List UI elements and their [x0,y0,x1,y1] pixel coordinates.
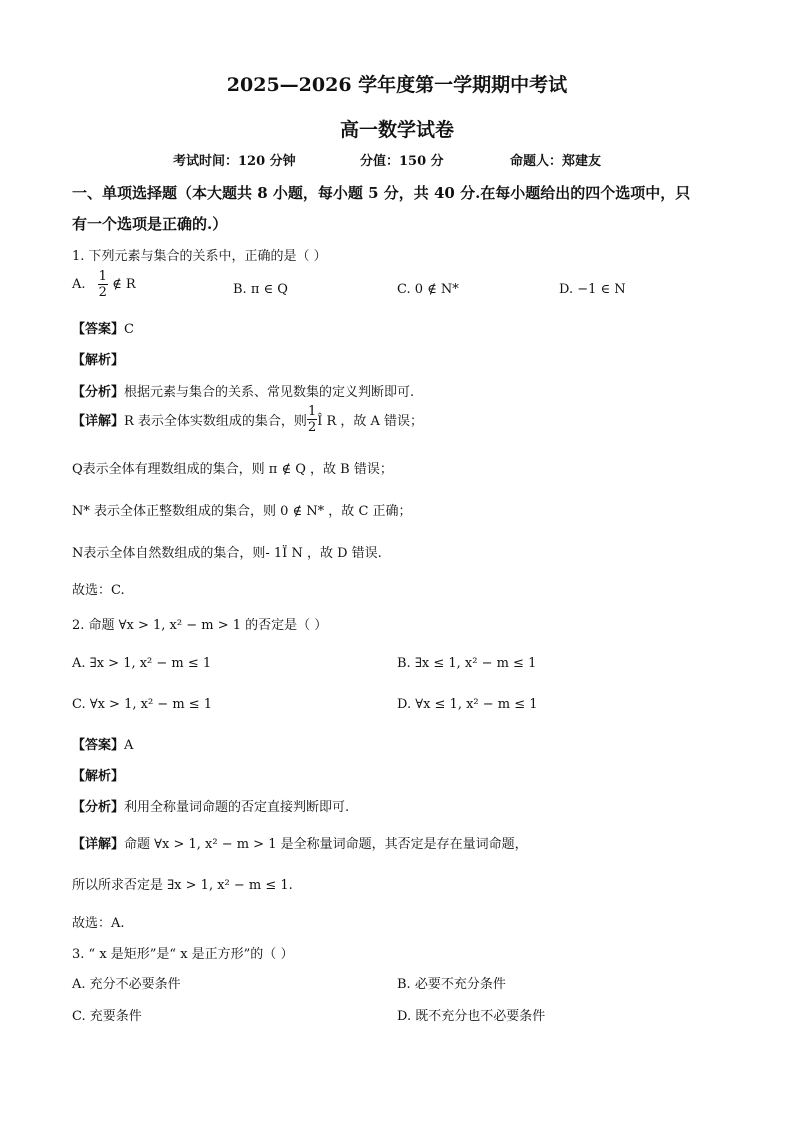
detail-tag: 【详解】 [72,837,125,852]
q2-stem: 2. 命题 ∀x > 1, x² − m > 1 的否定是（ ） [72,618,328,633]
answer-value: C [124,322,134,337]
fraction-numerator: 1 [98,269,107,284]
fenxi-tag: 【分析】 [72,800,125,815]
q1-option-c: C. 0 ∉ N* [397,282,459,297]
fenxi-tag: 【分析】 [72,385,125,400]
exam-subtitle: 高一数学试卷 [339,119,454,141]
q1-option-d: D. −1 ∈ N [559,282,626,297]
exam-author: 命题人：郑建友 [510,154,602,169]
detail-tag: 【详解】 [72,414,125,429]
q2-option-c: C. ∀x > 1, x² − m ≤ 1 [72,697,213,712]
q1-stem: 1. 下列元素与集合的关系中，正确的是（ ） [72,249,327,264]
q2-fenxi [72,796,349,815]
exam-score: 分值：150 分 [360,154,444,169]
analysis-tag: 【解析】 [72,353,125,368]
q1-option-a-fraction [98,270,108,299]
section-heading-line1: 一、单项选择题（本大题共 8 小题，每小题 5 分，共 40 分.在每小题给出的四个选项中，只 [72,184,691,202]
detail-text: 命题 ∀x > 1, x² − m > 1 是全称量词命题，其否定是存在量词命题， [124,837,528,852]
q1-analysis-tag [72,349,124,368]
q1-fenxi [72,381,414,400]
q1-line-q: Q表示全体有理数组成的集合，则 π ∉ Q ，故 B 错误； [72,462,393,477]
q3-option-d: D. 既不充分也不必要条件 [397,1009,546,1024]
q3-option-b: B. 必要不充分条件 [397,977,506,992]
q1-answer [72,318,134,337]
answer-tag: 【答案】 [72,322,125,337]
analysis-tag: 【解析】 [72,769,125,784]
q2-detail [72,833,528,852]
detail-post: Î R ，故 A 错误； [317,414,424,429]
fenxi-text: 利用全称量词命题的否定直接判断即可. [124,800,350,815]
q1-choose: 故选：C. [72,583,125,598]
answer-value: A [124,738,134,753]
exam-time: 考试时间：120 分钟 [173,154,296,169]
q1-option-b: B. π ∈ Q [233,282,288,297]
answer-tag: 【答案】 [72,738,125,753]
fraction-denominator: 2 [307,420,317,435]
fraction-denominator: 2 [98,285,107,300]
q3-option-a: A. 充分不必要条件 [72,977,181,992]
q1-detail [72,405,423,434]
detail-pre: R 表示全体实数组成的集合，则 [124,414,307,429]
q1-option-a [72,270,136,299]
q2-option-a: A. ∃x > 1, x² − m ≤ 1 [72,656,212,671]
q2-option-d: D. ∀x ≤ 1, x² − m ≤ 1 [397,697,538,712]
exam-title: 2025—2026 学年度第一学期期中考试 [226,74,568,96]
q3-option-c: C. 充要条件 [72,1009,142,1024]
q2-option-b: B. ∃x ≤ 1, x² − m ≤ 1 [397,656,537,671]
detail-fraction [307,405,317,434]
fraction-numerator: 1 [307,404,317,419]
q2-choose: 故选：A. [72,916,125,931]
q2-so: 所以所求否定是 ∃x > 1, x² − m ≤ 1. [72,878,293,893]
section-heading-line2: 有一个选项是正确的.） [72,215,228,233]
q1-option-a-label: A. [72,277,86,292]
q1-line-n: N表示全体自然数组成的集合，则- 1Ï N ，故 D 错误. [72,546,382,561]
fenxi-text: 根据元素与集合的关系、常见数集的定义判断即可. [124,385,415,400]
q2-answer [72,734,133,753]
q2-analysis-tag [72,765,124,784]
q1-option-a-text: ∉ R [112,277,136,292]
q3-stem: 3. “ x 是矩形”是“ x 是正方形”的（ ） [72,947,294,962]
q1-line-nstar: N* 表示全体正整数组成的集合，则 0 ∉ N* ，故 C 正确； [72,504,412,519]
